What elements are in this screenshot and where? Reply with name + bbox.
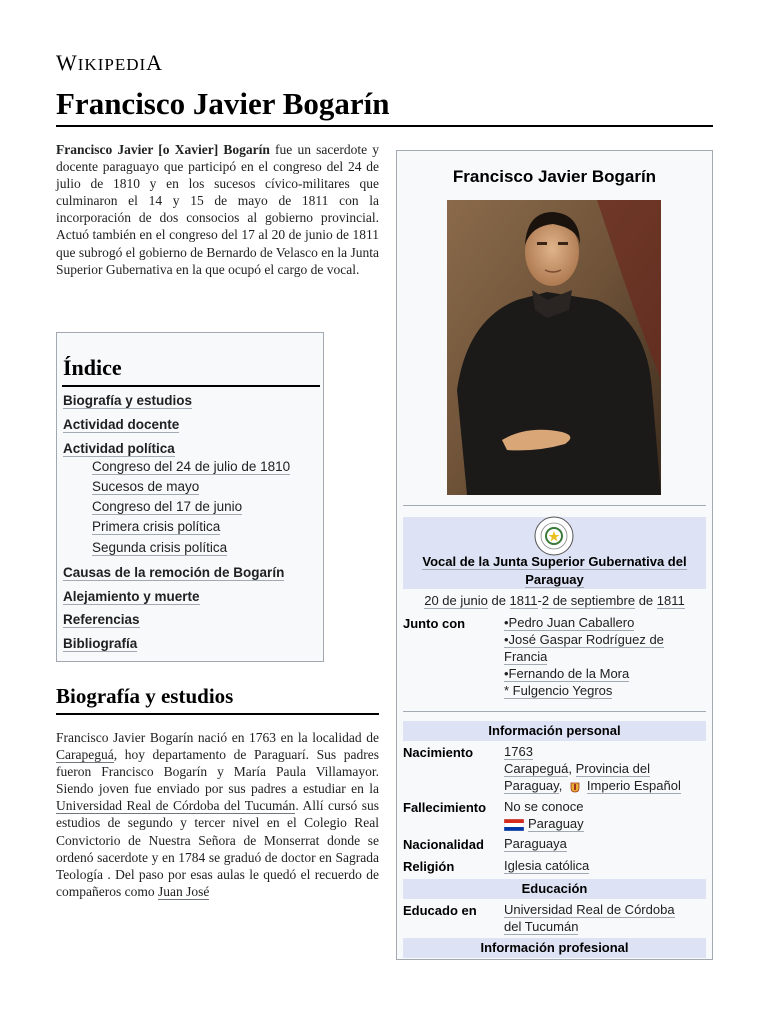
junto-values: [504, 614, 664, 699]
toc-link[interactable]: Actividad política: [63, 441, 175, 456]
toc-link[interactable]: Segunda crisis política: [92, 540, 228, 555]
date-dash: -: [537, 593, 542, 608]
link-paraguay[interactable]: Paraguay: [528, 816, 584, 831]
wordmark-final: A: [146, 50, 164, 75]
year-link[interactable]: 1811: [509, 593, 538, 608]
educado-value: [504, 901, 675, 935]
bio-text: Francisco Javier Bogarín nació en 1763 en la localidad de: [56, 730, 379, 745]
toc-link[interactable]: Bibliografía: [63, 636, 138, 651]
link-juan-jose[interactable]: Juan José: [157, 883, 210, 899]
toc-subitem[interactable]: [92, 499, 242, 514]
bio-text: , hoy departamento de Paraguarí. Sus padres fueron Francisco Bogarín y María Paula Villamayor. Siendo joven fue enviado por sus padres a estudiar en la: [56, 747, 379, 797]
infobox-divider: [403, 711, 706, 712]
intro-paragraph: [56, 141, 379, 278]
term-dates: [397, 593, 712, 608]
date-start-link[interactable]: 20 de junio: [424, 593, 488, 608]
infobox: [396, 150, 713, 960]
nacionalidad-value: [504, 835, 567, 852]
wordmark-initial: W: [56, 50, 78, 75]
nacimiento-label: Nacimiento: [403, 745, 474, 760]
table-of-contents: [56, 332, 324, 662]
year-link[interactable]: 1811: [656, 593, 685, 608]
date-sep: de: [635, 593, 657, 608]
section-heading-biografia: Biografía y estudios: [56, 684, 234, 708]
wikipedia-wordmark[interactable]: [56, 50, 163, 76]
link-jose-gaspar-rodriguez[interactable]: •José Gaspar Rodríguez de: [504, 632, 664, 647]
religion-label: Religión: [403, 859, 455, 874]
toc-item[interactable]: [63, 612, 140, 627]
link-jose-gaspar-rodriguez-2[interactable]: Francia: [504, 649, 548, 664]
office-link[interactable]: Vocal de la Junta Superior Gubernativa del Paraguay: [422, 554, 687, 587]
nacionalidad-label: Nacionalidad: [403, 837, 484, 852]
paraguay-seal-icon[interactable]: [534, 516, 574, 556]
section-header-personal: Información personal: [403, 721, 706, 741]
toc-subitem[interactable]: [92, 540, 227, 555]
fallecimiento-value: [504, 798, 584, 832]
paraguay-flag-icon: [504, 819, 524, 831]
link-universidad-cordoba[interactable]: Universidad Real de Córdoba: [504, 902, 675, 917]
fallecimiento-label: Fallecimiento: [403, 800, 487, 815]
sep: ,: [568, 761, 576, 776]
sep: ,: [558, 778, 566, 793]
spain-coat-of-arms-icon: [569, 781, 581, 793]
toc-link[interactable]: Congreso del 17 de junio: [92, 499, 243, 514]
toc-link[interactable]: Causas de la remoción de Bogarín: [63, 565, 285, 580]
wordmark-middle: IKIPEDI: [77, 55, 147, 74]
link-pedro-juan-caballero[interactable]: •Pedro Juan Caballero: [504, 615, 635, 630]
toc-item[interactable]: [63, 393, 192, 408]
toc-divider: [62, 385, 320, 387]
infobox-divider: [403, 505, 706, 506]
date-sep: de: [487, 593, 510, 608]
link-universidad-cordoba-2[interactable]: del Tucumán: [504, 919, 579, 934]
link-provincia-del-paraguay[interactable]: Provincia del: [575, 761, 650, 776]
section-header-profesional: Información profesional: [403, 938, 706, 958]
fallecimiento-text: No se conoce: [504, 799, 584, 814]
section-header-educacion: Educación: [403, 879, 706, 899]
link-1763[interactable]: 1763: [504, 744, 533, 759]
toc-item[interactable]: [63, 636, 137, 651]
educado-label: Educado en: [403, 903, 477, 918]
bio-text: . Allí cursó sus estudios de segundo y tercer nivel en el Colegio Real Convictorio de Nuestra Señora de Monserrat donde se ordenó sacerdote y en 1784 se graduó de doctor en Sagrada Teología . Del paso por esas aulas le quedó el recuerdo de compañeros como: [56, 798, 379, 899]
link-provincia-del-paraguay-2[interactable]: Paraguay: [504, 778, 559, 793]
office-title[interactable]: [403, 553, 706, 589]
nacimiento-value: [504, 743, 681, 794]
toc-link[interactable]: Alejamiento y muerte: [63, 589, 200, 604]
intro-text: fue un sacerdote y docente paraguayo que participó en el congreso del 24 de julio de 1810 y en los sucesos cívico-militares que culminaron el 14 y 15 de mayo de 1811 con la incorporación de dos consocios al gobierno provincial. Actuó también en el congreso del 17 al 20 de junio de 1811 que subrogó el gobierno de Bernardo de Velasco en la Junta Superior Gubernativa en la que ocupó el cargo de vocal.: [56, 142, 379, 277]
link-fulgencio-yegros[interactable]: * Fulgencio Yegros: [504, 683, 613, 698]
toc-subitem[interactable]: [92, 479, 199, 494]
date-end-link[interactable]: 2 de septiembre: [541, 593, 636, 608]
toc-link[interactable]: Primera crisis política: [92, 519, 221, 534]
toc-link[interactable]: Actividad docente: [63, 417, 180, 432]
link-paraguaya[interactable]: Paraguaya: [504, 836, 567, 851]
junto-label: Junto con: [403, 616, 466, 631]
infobox-title: Francisco Javier Bogarín: [452, 167, 657, 186]
page-title: Francisco Javier Bogarín: [56, 86, 390, 121]
link-fernando-de-la-mora[interactable]: •Fernando de la Mora: [504, 666, 630, 681]
link-carapegua[interactable]: Carapeguá: [56, 747, 114, 763]
intro-subject: Francisco Javier [o Xavier] Bogarín: [56, 142, 270, 157]
toc-subitem[interactable]: [92, 519, 220, 534]
toc-item[interactable]: [63, 417, 179, 432]
toc-link[interactable]: Biografía y estudios: [63, 393, 193, 408]
section-divider: [56, 713, 379, 715]
toc-link[interactable]: Congreso del 24 de julio de 1810: [92, 459, 291, 474]
toc-link[interactable]: Referencias: [63, 612, 140, 627]
biografia-paragraph: [56, 729, 379, 900]
portrait-image[interactable]: [447, 200, 661, 495]
link-iglesia-catolica[interactable]: Iglesia católica: [504, 858, 590, 873]
toc-link[interactable]: Sucesos de mayo: [92, 479, 200, 494]
toc-item[interactable]: [63, 441, 175, 456]
toc-subitem[interactable]: [92, 459, 290, 474]
title-divider: [56, 125, 713, 127]
toc-item[interactable]: [63, 565, 284, 580]
link-imperio-espanol[interactable]: Imperio Español: [586, 778, 681, 793]
link-carapegua[interactable]: Carapeguá: [504, 761, 569, 776]
toc-item[interactable]: [63, 589, 200, 604]
link-universidad[interactable]: Universidad Real de Córdoba del Tucumán: [56, 798, 296, 814]
toc-title: Índice: [63, 355, 122, 380]
religion-value: [504, 857, 589, 874]
